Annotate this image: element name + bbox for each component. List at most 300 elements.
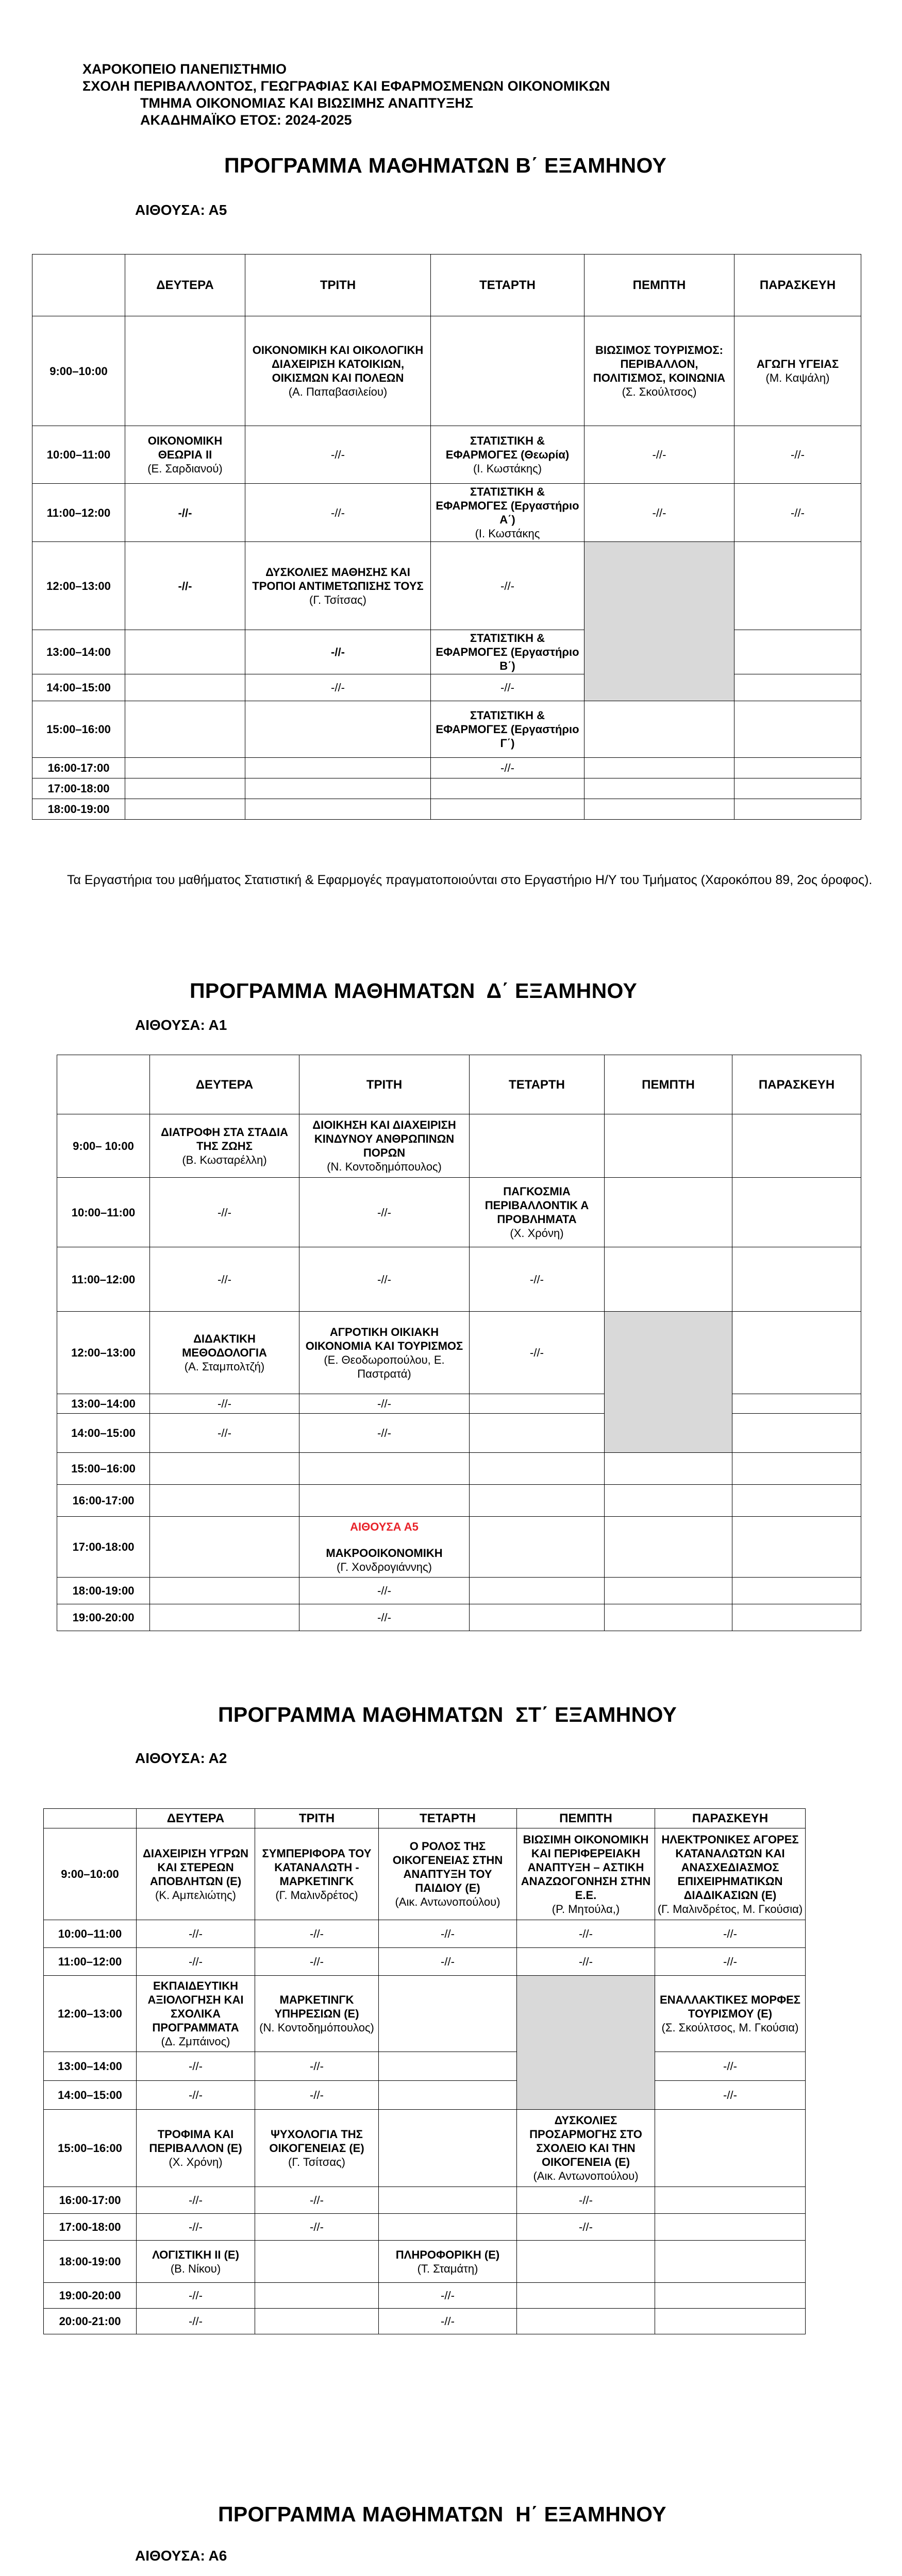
time-slot: 14:00–15:00 [44, 2081, 137, 2110]
table-cell [125, 484, 245, 542]
department-name: ΤΜΗΜΑ ΟΙΚΟΝΟΜΙΑΣ ΚΑΙ ΒΙΩΣΙΜΗΣ ΑΝΑΠΤΥΞΗΣ [140, 95, 474, 111]
time-slot: 17:00-18:00 [44, 2214, 137, 2241]
table-cell [470, 1394, 605, 1414]
table-cell [517, 2309, 655, 2334]
table-cell [470, 1312, 605, 1394]
semester-st-title: ΠΡΟΓΡΑΜΜΑ ΜΑΘΗΜΑΤΩΝ ΣΤ΄ ΕΞΑΜΗΝΟΥ [218, 1703, 677, 1726]
day-header: ΤΕΤΑΡΤΗ [431, 255, 584, 316]
table-cell [125, 778, 245, 799]
course-cell [584, 316, 734, 426]
table-cell [431, 316, 584, 426]
course-cell [517, 1828, 655, 1920]
semester-d-room: ΑΙΘΟΥΣΑ: Α1 [135, 1017, 227, 1033]
semester-d-title: ΠΡΟΓΡΑΜΜΑ ΜΑΘΗΜΑΤΩΝ Δ΄ ΕΞΑΜΗΝΟΥ [190, 979, 638, 1003]
course-title: ΣΥΜΠΕΡΙΦΟΡΑ ΤΟΥ ΚΑΤΑΝΑΛΩΤΗ - ΜΑΡΚΕΤΙΝΓΚ [262, 1846, 372, 1888]
table-cell [655, 2187, 806, 2214]
table-cell [734, 484, 861, 542]
ditto-mark: -//- [189, 1927, 203, 1940]
table-cell [470, 1517, 605, 1578]
table-cell [470, 1247, 605, 1312]
ditto-mark: -//- [500, 579, 514, 592]
table-cell [137, 1948, 255, 1976]
ditto-mark: -//- [441, 2289, 455, 2302]
ditto-mark: -//- [310, 2221, 324, 2233]
table-cell [806, 2187, 863, 2214]
course-cell [137, 1976, 255, 2052]
table-cell [245, 778, 431, 799]
table-cell [470, 1485, 605, 1517]
ditto-mark: -//- [377, 1273, 391, 1286]
table-cell [584, 758, 734, 778]
table-cell [732, 1578, 861, 1604]
time-slot: 9:00–10:00 [44, 1828, 137, 1920]
table-cell [431, 674, 584, 701]
course-cell [255, 1828, 379, 1920]
time-slot: 11:00–12:00 [44, 1948, 137, 1976]
course-instructor: (Γ. Χονδρογιάννης) [337, 1561, 432, 1573]
course-instructor: (Σ. Σκούλτσος, Μ. Γκούσια) [661, 2021, 799, 2034]
day-header: ΠΑΡΑΣΚΕΥΗ [734, 255, 861, 316]
table-cell [655, 2241, 806, 2283]
table-cell [806, 1828, 863, 1920]
table-cell [150, 1517, 299, 1578]
table-cell [150, 1578, 299, 1604]
time-slot: 15:00–16:00 [32, 701, 125, 758]
day-header: ΠΑΡΑΣΚΕΥΗ [655, 1809, 806, 1828]
unavailable-block [517, 1976, 655, 2110]
ditto-mark: -//- [579, 2194, 593, 2207]
ditto-mark: -//- [178, 579, 192, 592]
table-cell [150, 1414, 299, 1453]
table-cell [732, 1312, 861, 1394]
ditto-mark: -//- [791, 506, 805, 519]
ditto-mark: -//- [500, 681, 514, 694]
course-instructor: (Σ. Σκούλτσος) [622, 385, 697, 398]
table-cell [137, 1920, 255, 1948]
day-header: ΤΡΙΤΗ [255, 1809, 379, 1828]
table-cell [431, 542, 584, 630]
table-cell [125, 701, 245, 758]
unavailable-block [605, 1312, 732, 1453]
table-cell [245, 674, 431, 701]
course-title: ΣΤΑΤΙΣΤΙΚΗ & ΕΦΑΡΜΟΓΕΣ (Εργαστήριο Α΄) [436, 485, 579, 526]
course-title: ΠΑΓΚΟΣΜΙΑ ΠΕΡΙΒΑΛΛΟΝΤΙΚ Α ΠΡΟΒΛΗΜΑΤΑ [485, 1185, 589, 1226]
table-cell [299, 1485, 470, 1517]
table-cell [806, 2110, 863, 2187]
lab-note: Τα Εργαστήρια του μαθήματος Στατιστική & Εφαρμογές πραγματοποιούνται στο Εργαστήριο Η/Υ του Τμήματος (Χαροκόπου 89, 2ος όροφος). [67, 873, 873, 887]
table-cell [584, 799, 734, 820]
table-cell [379, 2214, 517, 2241]
time-slot: 13:00–14:00 [57, 1394, 150, 1414]
ditto-mark: -//- [579, 1927, 593, 1940]
ditto-mark: -//- [331, 448, 345, 461]
course-cell [299, 1114, 470, 1178]
course-instructor: (Β. Κωσταρέλλη) [182, 1153, 267, 1166]
ditto-mark: -//- [310, 2060, 324, 2073]
day-header: ΔΕΥΤΕΡΑ [137, 1809, 255, 1828]
course-title: ΟΙΚΟΝΟΜΙΚΗ ΚΑΙ ΟΙΚΟΛΟΓΙΚΗ ΔΙΑΧΕΙΡΙΣΗ ΚΑΤΟΙΚΙΩΝ, ΟΙΚΙΣΜΩΝ ΚΑΙ ΠΟΛΕΩΝ [252, 344, 424, 384]
course-cell [137, 2241, 255, 2283]
course-instructor: (Χ. Χρόνη) [169, 2156, 223, 2168]
table-cell [806, 2052, 863, 2081]
course-instructor: (Β. Νίκου) [170, 2262, 221, 2275]
day-header: ΤΡΙΤΗ [299, 1055, 470, 1114]
course-title: ΨΥΧΟΛΟΓΙΑ ΤΗΣ ΟΙΚΟΓΕΝΕΙΑΣ (Ε) [269, 2128, 364, 2155]
ditto-mark: -//- [331, 646, 345, 658]
table-cell [517, 2283, 655, 2309]
day-header: ΤΡΙΤΗ [245, 255, 431, 316]
table-cell [806, 2081, 863, 2110]
course-instructor: (Μ. Καψάλη) [765, 371, 830, 384]
table-cell [584, 701, 734, 758]
table-cell [255, 2241, 379, 2283]
table-cell [137, 2214, 255, 2241]
course-instructor: (Δ. Ζμπάινος) [161, 2035, 230, 2048]
table-cell [137, 2052, 255, 2081]
table-cell [379, 1976, 517, 2052]
course-instructor: (Ρ. Μητούλα,) [552, 1902, 620, 1916]
course-cell [150, 1312, 299, 1394]
time-slot: 18:00-19:00 [32, 799, 125, 820]
course-title: ΕΚΠΑΙΔΕΥΤΙΚΗ ΑΞΙΟΛΟΓΗΣΗ ΚΑΙ ΣΧΟΛΙΚΑ ΠΡΟΓΡΑΜΜΑΤΑ [147, 1979, 244, 2034]
table-cell [470, 1604, 605, 1631]
day-header: ΠΕΜΠΤΗ [584, 255, 734, 316]
table-cell [470, 1114, 605, 1178]
table-cell [732, 1178, 861, 1247]
table-cell [150, 1394, 299, 1414]
course-cell [734, 316, 861, 426]
course-title: ΜΑΡΚΕΤΙΝΓΚ ΥΠΗΡΕΣΙΩΝ (Ε) [274, 1993, 359, 2020]
table-cell [655, 2110, 806, 2187]
course-title: ΛΟΓΙΣΤΙΚΗ ΙΙ (Ε) [152, 2248, 239, 2261]
day-header: ΠΑΡΑΣΚΕΥΗ [732, 1055, 861, 1114]
table-cell [605, 1604, 732, 1631]
table-cell [299, 1247, 470, 1312]
table-cell [150, 1604, 299, 1631]
table-cell [299, 1453, 470, 1485]
ditto-mark: -//- [579, 1955, 593, 1968]
ditto-mark: -//- [377, 1611, 391, 1624]
ditto-mark: -//- [530, 1273, 544, 1286]
ditto-mark: -//- [218, 1427, 231, 1439]
table-cell [255, 2187, 379, 2214]
time-slot: 13:00–14:00 [44, 2052, 137, 2081]
course-title: ΔΥΣΚΟΛΙΕΣ ΠΡΟΣΑΡΜΟΓΗΣ ΣΤΟ ΣΧΟΛΕΙΟ ΚΑΙ ΤΗΝ ΟΙΚΟΓΕΝΕΙΑ (Ε) [529, 2114, 642, 2168]
course-cell [431, 484, 584, 542]
table-cell [379, 2283, 517, 2309]
table-cell [150, 1247, 299, 1312]
table-cell [470, 1453, 605, 1485]
time-slot: 20:00-21:00 [44, 2309, 137, 2334]
ditto-mark: -//- [218, 1273, 231, 1286]
course-instructor: (Α. Σταμπολτζή) [184, 1360, 265, 1373]
course-instructor: (Γ. Μαλινδρέτος) [275, 1888, 358, 1902]
table-cell [245, 701, 431, 758]
time-slot: 18:00-19:00 [44, 2241, 137, 2283]
table-cell [732, 1394, 861, 1414]
ditto-mark: -//- [441, 2315, 455, 2328]
course-cell [245, 316, 431, 426]
table-cell [655, 1920, 806, 1948]
course-instructor: (Ν. Κοντοδημόπουλος) [259, 2021, 374, 2034]
time-slot: 16:00-17:00 [32, 758, 125, 778]
course-instructor: (Χ. Χρόνη) [510, 1227, 564, 1240]
time-slot: 12:00–13:00 [32, 542, 125, 630]
course-cell [255, 1976, 379, 2052]
semester-st-timetable [43, 1808, 863, 2334]
course-title: ΜΑΚΡΟΟΙΚΟΝΟΜΙΚΗ [326, 1547, 443, 1560]
table-cell [150, 1178, 299, 1247]
table-cell [732, 1517, 861, 1578]
course-title: Ο ΡΟΛΟΣ ΤΗΣ ΟΙΚΟΓΕΝΕΙΑΣ ΣΤΗΝ ΑΝΑΠΤΥΞΗ ΤΟΥ ΠΑΙΔΙΟΥ (Ε) [392, 1840, 503, 1894]
time-slot: 15:00–16:00 [57, 1453, 150, 1485]
table-cell [379, 2110, 517, 2187]
table-cell [655, 2081, 806, 2110]
course-cell [470, 1178, 605, 1247]
table-cell [605, 1453, 732, 1485]
table-cell [806, 1976, 863, 2052]
table-cell [732, 1604, 861, 1631]
table-cell [806, 1809, 863, 1828]
course-cell [431, 701, 584, 758]
ditto-mark: -//- [441, 1955, 455, 1968]
table-cell [517, 2187, 655, 2214]
semester-b-timetable [32, 254, 861, 820]
table-cell [734, 799, 861, 820]
table-cell [125, 630, 245, 674]
table-cell [150, 1453, 299, 1485]
ditto-mark: -//- [189, 2089, 203, 2102]
semester-h-title: ΠΡΟΓΡΑΜΜΑ ΜΑΘΗΜΑΤΩΝ Η΄ ΕΞΑΜΗΝΟΥ [218, 2502, 666, 2526]
semester-b-title: ΠΡΟΓΡΑΜΜΑ ΜΑΘΗΜΑΤΩΝ Β΄ ΕΞΑΜΗΝΟΥ [224, 154, 667, 177]
table-cell [150, 1485, 299, 1517]
table-cell [734, 674, 861, 701]
ditto-mark: -//- [791, 448, 805, 461]
course-cell [255, 2110, 379, 2187]
corner-cell [57, 1055, 150, 1114]
ditto-mark: -//- [189, 1955, 203, 1968]
course-cell [137, 1828, 255, 1920]
table-cell [299, 1604, 470, 1631]
ditto-mark: -//- [377, 1427, 391, 1439]
table-cell [125, 799, 245, 820]
course-instructor: (Ε. Θεοδωροπούλου, Ε. Παστρατά) [324, 1353, 445, 1380]
ditto-mark: -//- [723, 1927, 737, 1940]
table-cell [584, 426, 734, 484]
table-cell [806, 2309, 863, 2334]
course-instructor: (Α. Παπαβασιλείου) [288, 385, 388, 398]
table-cell [517, 2241, 655, 2283]
table-cell [605, 1114, 732, 1178]
table-cell [255, 1920, 379, 1948]
table-cell [245, 758, 431, 778]
table-cell [137, 2081, 255, 2110]
day-header: ΔΕΥΤΕΡΑ [150, 1055, 299, 1114]
ditto-mark: -//- [189, 2315, 203, 2328]
table-cell [732, 1414, 861, 1453]
table-cell [732, 1114, 861, 1178]
time-slot: 14:00–15:00 [32, 674, 125, 701]
course-instructor: (Αικ. Αντωνοπούλου) [395, 1895, 500, 1908]
time-slot: 18:00-19:00 [57, 1578, 150, 1604]
course-title: ΤΡΟΦΙΜΑ ΚΑΙ ΠΕΡΙΒΑΛΛΟΝ (Ε) [149, 2128, 242, 2155]
table-cell [655, 1948, 806, 1976]
course-cell [655, 1828, 806, 1920]
table-cell [655, 2214, 806, 2241]
semester-h-room: ΑΙΘΟΥΣΑ: Α6 [135, 2548, 227, 2564]
table-cell [125, 674, 245, 701]
course-title: ΣΤΑΤΙΣΤΙΚΗ & ΕΦΑΡΜΟΓΕΣ (Εργαστήριο Γ΄) [436, 709, 579, 750]
table-cell [732, 1247, 861, 1312]
semester-b-room: ΑΙΘΟΥΣΑ: Α5 [135, 202, 227, 218]
table-cell [584, 484, 734, 542]
table-cell [584, 778, 734, 799]
table-cell [379, 2081, 517, 2110]
ditto-mark: -//- [310, 1927, 324, 1940]
course-cell [379, 2241, 517, 2283]
course-title: ΔΙΑΧΕΙΡΙΣΗ ΥΓΡΩΝ ΚΑΙ ΣΤΕΡΕΩΝ ΑΠΟΒΛΗΤΩΝ (Ε) [143, 1846, 248, 1888]
table-cell [605, 1517, 732, 1578]
time-slot: 11:00–12:00 [32, 484, 125, 542]
table-cell [299, 1394, 470, 1414]
time-slot: 9:00–10:00 [32, 316, 125, 426]
table-cell [137, 2187, 255, 2214]
ditto-mark: -//- [189, 2060, 203, 2073]
time-slot: 13:00–14:00 [32, 630, 125, 674]
ditto-mark: -//- [178, 506, 192, 519]
time-slot: 10:00–11:00 [32, 426, 125, 484]
day-header: ΤΕΤΑΡΤΗ [470, 1055, 605, 1114]
table-cell [655, 2052, 806, 2081]
course-title: ΔΥΣΚΟΛΙΕΣ ΜΑΘΗΣΗΣ ΚΑΙ ΤΡΟΠΟΙ ΑΝΤΙΜΕΤΩΠΙΣΗΣ ΤΟΥΣ [252, 565, 424, 592]
ditto-mark: -//- [189, 2289, 203, 2302]
course-cell [125, 426, 245, 484]
table-cell [125, 758, 245, 778]
table-cell [379, 2187, 517, 2214]
ditto-mark: -//- [310, 2089, 324, 2102]
table-cell [517, 1920, 655, 1948]
course-cell [655, 1976, 806, 2052]
ditto-mark: -//- [652, 506, 666, 519]
table-cell [299, 1414, 470, 1453]
day-header: ΠΕΜΠΤΗ [605, 1055, 732, 1114]
ditto-mark: -//- [579, 2221, 593, 2233]
course-instructor: (Αικ. Αντωνοπούλου) [533, 2170, 639, 2182]
ditto-mark: -//- [331, 681, 345, 694]
table-cell [605, 1578, 732, 1604]
course-instructor: (Ι. Κωστάκης) [473, 462, 542, 475]
ditto-mark: -//- [723, 1955, 737, 1968]
table-cell [734, 778, 861, 799]
time-slot: 16:00-17:00 [44, 2187, 137, 2214]
ditto-mark: -//- [218, 1397, 231, 1410]
table-cell [734, 701, 861, 758]
unavailable-block [584, 542, 734, 701]
time-slot: 11:00–12:00 [57, 1247, 150, 1312]
course-instructor: (Ε. Σαρδιανού) [147, 462, 223, 475]
course-title: ΑΓΩΓΗ ΥΓΕΙΑΣ [756, 358, 839, 370]
table-cell [245, 799, 431, 820]
table-cell [245, 484, 431, 542]
course-instructor: (Γ. Τσίτσας) [309, 593, 366, 606]
time-slot: 19:00-20:00 [44, 2283, 137, 2309]
time-slot: 10:00–11:00 [57, 1178, 150, 1247]
course-cell [137, 2110, 255, 2187]
table-cell [655, 2309, 806, 2334]
table-cell [255, 2081, 379, 2110]
course-title: ΣΤΑΤΙΣΤΙΚΗ & ΕΦΑΡΜΟΓΕΣ (Θεωρία) [445, 434, 570, 461]
ditto-mark: -//- [530, 1346, 544, 1359]
day-header: ΔΕΥΤΕΡΑ [125, 255, 245, 316]
ditto-mark: -//- [331, 506, 345, 519]
table-cell [255, 2283, 379, 2309]
academic-year: ΑΚΑΔΗΜΑΪΚΟ ΕΤΟΣ: 2024-2025 [140, 112, 352, 128]
course-title: ΔΙΑΤΡΟΦΗ ΣΤΑ ΣΤΑΔΙΑ ΤΗΣ ΖΩΗΣ [161, 1125, 288, 1153]
table-cell [806, 2214, 863, 2241]
course-title: ΗΛΕΚΤΡΟΝΙΚΕΣ ΑΓΟΡΕΣ ΚΑΤΑΝΑΛΩΤΩΝ ΚΑΙ ΑΝΑΣΧΕΔΙΑΣΜΟΣ ΕΠΙΧΕΙΡΗΜΑΤΙΚΩΝ ΔΙΑΔΙΚΑΣΙΩΝ (Ε) [661, 1833, 799, 1902]
table-cell [379, 1948, 517, 1976]
room-change-label: ΑΙΘΟΥΣΑ Α5 [350, 1520, 419, 1533]
table-cell [379, 2309, 517, 2334]
course-cell [431, 426, 584, 484]
ditto-mark: -//- [652, 448, 666, 461]
course-title: ΒΙΩΣΙΜΗ ΟΙΚΟΝΟΜΙΚΗ ΚΑΙ ΠΕΡΙΦΕΡΕΙΑΚΗ ΑΝΑΠΤΥΞΗ – ΑΣΤΙΚΗ ΑΝΑΖΩΟΓΟΝΗΣΗ ΣΤΗΝ Ε.Ε. [521, 1833, 651, 1902]
time-slot: 12:00–13:00 [57, 1312, 150, 1394]
corner-cell [44, 1809, 137, 1828]
course-cell [150, 1114, 299, 1178]
course-cell [299, 1517, 470, 1578]
ditto-mark: -//- [377, 1206, 391, 1219]
ditto-mark: -//- [500, 761, 514, 774]
table-cell [517, 1948, 655, 1976]
course-instructor: (Γ. Μαλινδρέτος, Μ. Γκούσια) [657, 1902, 803, 1916]
course-cell [517, 2110, 655, 2187]
ditto-mark: -//- [723, 2060, 737, 2073]
table-cell [299, 1578, 470, 1604]
table-cell [470, 1414, 605, 1453]
time-slot: 9:00– 10:00 [57, 1114, 150, 1178]
table-cell [806, 1920, 863, 1948]
table-cell [605, 1247, 732, 1312]
table-cell [734, 630, 861, 674]
course-instructor: (Ι. Κωστάκης [475, 527, 540, 540]
course-title: ΔΙΟΙΚΗΣΗ ΚΑΙ ΔΙΑΧΕΙΡΙΣΗ ΚΙΝΔΥΝΟΥ ΑΝΘΡΩΠΙΝΩΝ ΠΟΡΩΝ [312, 1118, 456, 1159]
course-title: ΑΓΡΟΤΙΚΗ ΟΙΚΙΑΚΗ ΟΙΚΟΝΟΜΙΑ ΚΑΙ ΤΟΥΡΙΣΜΟΣ [305, 1325, 463, 1352]
course-title: ΔΙΔΑΚΤΙΚΗ ΜΕΘΟΔΟΛΟΓΙΑ [182, 1332, 267, 1359]
table-cell [255, 2214, 379, 2241]
institution-header [82, 61, 610, 129]
time-slot: 17:00-18:00 [32, 778, 125, 799]
time-slot: 12:00–13:00 [44, 1976, 137, 2052]
table-cell [605, 1178, 732, 1247]
table-cell [125, 316, 245, 426]
university-name: ΧΑΡΟΚΟΠΕΙΟ ΠΑΝΕΠΙΣΤΗΜΙΟ [82, 61, 287, 77]
table-cell [125, 542, 245, 630]
ditto-mark: -//- [377, 1397, 391, 1410]
time-slot: 15:00–16:00 [44, 2110, 137, 2187]
course-title: ΕΝΑΛΛΑΚΤΙΚΕΣ ΜΟΡΦΕΣ ΤΟΥΡΙΣΜΟΥ (Ε) [659, 1993, 801, 2020]
table-cell [255, 2309, 379, 2334]
table-cell [431, 758, 584, 778]
ditto-mark: -//- [218, 1206, 231, 1219]
course-title: ΟΙΚΟΝΟΜΙΚΗ ΘΕΩΡΙΑ ΙΙ [147, 434, 223, 461]
course-instructor: (Τ. Σταμάτη) [417, 2262, 478, 2275]
table-cell [605, 1485, 732, 1517]
ditto-mark: -//- [189, 2194, 203, 2207]
course-title: ΣΤΑΤΙΣΤΙΚΗ & ΕΦΑΡΜΟΓΕΣ (Εργαστήριο Β΄) [436, 632, 579, 672]
table-cell [431, 778, 584, 799]
ditto-mark: -//- [377, 1584, 391, 1597]
